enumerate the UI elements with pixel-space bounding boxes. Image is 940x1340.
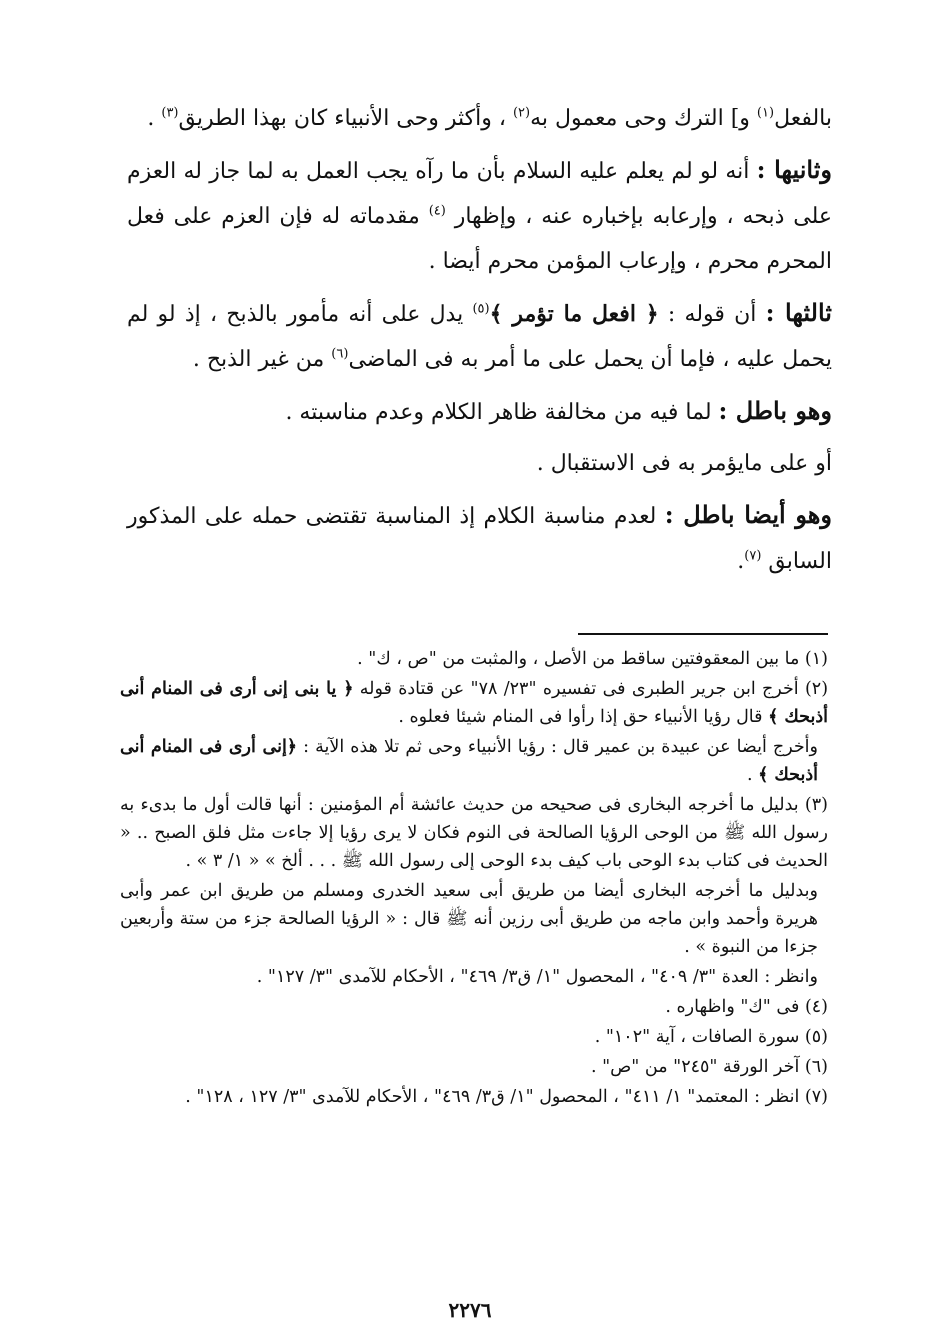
footnote-divider	[578, 633, 828, 635]
paragraph-2	[127, 147, 832, 284]
footnote-2c-text-b: .	[746, 765, 759, 785]
footnote-5: (٥) سورة الصافات ، آية "١٠٢" .	[594, 1027, 828, 1047]
p3-text-b: يدل على أنه مأمور بالذبح ، إذ لو لم يحمل عليه ، فإما أن يحمل على ما أمر به فى الماضى	[127, 302, 832, 372]
footnote-2-text-b: قال رؤيا الأنبياء حق إذا رأوا فى المنام شيئا فعلوه .	[398, 707, 769, 727]
footnote-2c-text-a: وأخرج أيضا عن عبيدة بن عمير قال : رؤيا الأنبياء وحى ثم تلا هذه الآية :	[297, 737, 818, 757]
page-number: ٢٢٧٦	[448, 1298, 492, 1322]
footnote-ref-1: (١)	[756, 105, 775, 121]
p3-text-c: من غير الذبح .	[192, 347, 332, 372]
footnotes	[120, 645, 828, 1113]
paragraph-1	[127, 96, 832, 141]
p1-text-d: .	[147, 106, 162, 131]
main-text	[127, 96, 832, 590]
p4-lead: وهو باطل :	[718, 396, 832, 425]
p6-text-b: .	[737, 549, 745, 574]
footnote-3: (٣) بدليل ما أخرجه البخارى فى صحيحه من حديث عائشة أم المؤمنين : أنها قالت أول ما بدىء به رسول الله ﷺ من الوحى الرؤيا الصالحة فى النوم فكان لا يرى رؤيا إلا جاءت مثل فلق الصبح .. « الحديث فى كتاب بدء الوحى باب كيف بدء الوحى إلى رسول الله ﷺ . . . ألخ » « ١/ ٣ » .	[120, 795, 828, 871]
p1-text-a: بالفعل	[774, 106, 832, 131]
footnote-ref-3: (٣)	[161, 105, 179, 121]
footnote-2-continued	[120, 733, 828, 789]
p3-lead: ثالثها :	[765, 298, 832, 327]
footnote-3-continued: وبدليل ما أخرجه البخارى أيضا من طريق أبى سعيد الخدرى ومسلم من طريق ابن عمر وأبى هريرة وأحمد وابن ماجه من طريق أبى رزين أنه ﷺ قال : « الرؤيا الصالحة جزء من ستة وأربعين جزءا من النبوة » .	[120, 881, 818, 957]
paragraph-5	[127, 441, 832, 486]
footnote-6: (٦) آخر الورقة "٢٤٥" من "ص" .	[590, 1057, 828, 1077]
footnote-2c-quote: ﴿إنى أرى فى المنام أنى أذبحك ﴾	[120, 737, 818, 785]
footnote-2-quote: ﴿ يا بنى إنى أرى فى المنام أنى أذبحك ﴾	[120, 679, 828, 727]
p1-text-b: و] الترك وحى معمول به	[530, 106, 757, 131]
p1-text-c: ، وأكثر وحى الأنبياء كان بهذا الطريق	[178, 106, 513, 131]
footnote-2-text-a: (٢) أخرج ابن جرير الطبرى فى تفسيره "٢٣/ ٧٨" عن قتادة قوله	[353, 679, 829, 699]
paragraph-3	[127, 290, 832, 382]
p4-text: لما فيه من مخالفة ظاهر الكلام وعدم مناسبته .	[285, 400, 719, 425]
footnote-2	[120, 675, 828, 731]
footnote-ref-6: (٦)	[331, 346, 349, 362]
p3-text-a: أن قوله :	[658, 302, 766, 327]
p6-text-a: لعدم مناسبة الكلام إذ المناسبة تقتضى حمله على المذكور السابق	[127, 504, 832, 574]
footnote-ref-5: (٥)	[472, 301, 490, 317]
p3-quran-quote: ﴿ افعل ما تؤمر ﴾	[489, 301, 659, 327]
p6-lead: وهو أيضا باطل :	[664, 500, 833, 529]
p5-text: أو على مايؤمر به فى الاستقبال .	[536, 451, 832, 476]
p2-lead: وثانيها :	[756, 155, 832, 184]
footnote-ref-2: (٢)	[512, 105, 531, 121]
p2-text-b: مقدماته له فإن العزم على فعل المحرم محرم ، وإرعاب المؤمن محرم أيضا .	[127, 204, 832, 274]
p2-text-a: أنه لو لم يعلم عليه السلام بأن ما رآه يجب العمل به لما جاز له العزم على ذبحه ، وإرعابه بإخباره عنه ، وإظهار	[127, 159, 832, 229]
footnote-3-references: وانظر : العدة "٣/ ٤٠٩" ، المحصول "١/ ق٣/ ٤٦٩" ، الأحكام للآمدى "٣/ ١٢٧" .	[256, 967, 818, 987]
paragraph-6	[127, 492, 832, 584]
footnote-4: (٤) فى "ك" واظهاره .	[665, 997, 828, 1017]
footnote-7: (٧) انظر : المعتمد" ١/ ٤١١" ، المحصول "١/ ق٣/ ٤٦٩" ، الأحكام للآمدى "٣/ ١٢٧ ، ١٢٨" .	[185, 1087, 828, 1107]
footnote-ref-7: (٧)	[744, 548, 762, 564]
paragraph-4	[127, 388, 832, 435]
footnote-ref-4: (٤)	[428, 203, 446, 219]
footnote-1: (١) ما بين المعقوفتين ساقط من الأصل ، والمثبت من "ص ، ك" .	[357, 649, 828, 669]
